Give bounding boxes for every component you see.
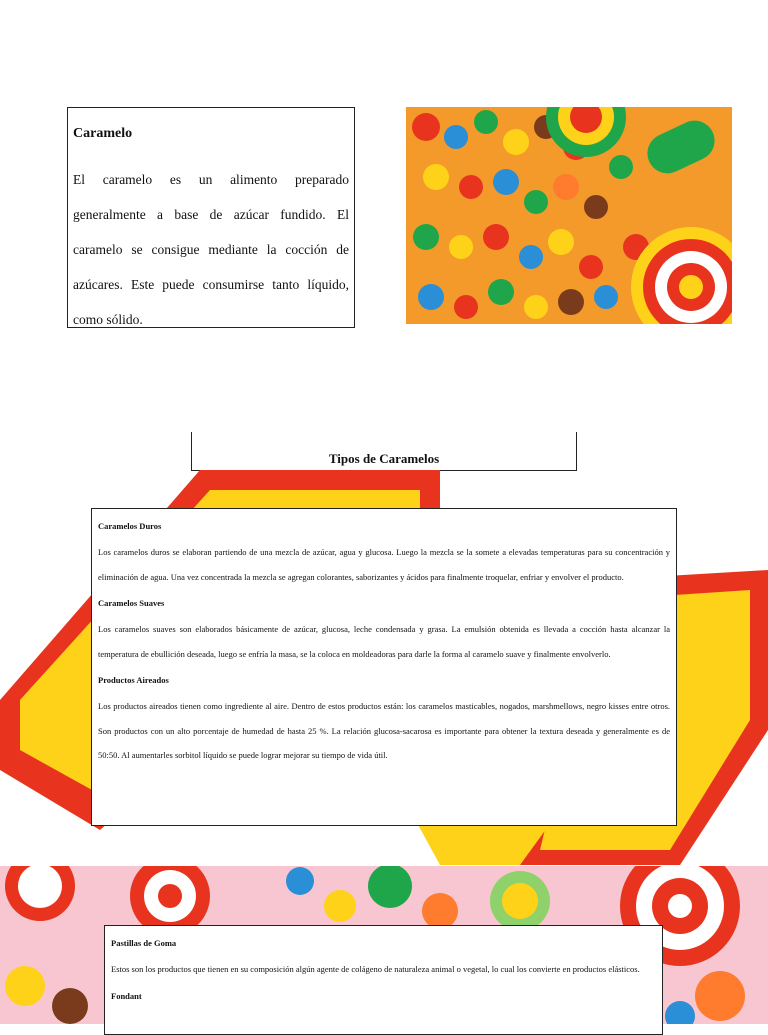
section-text-suaves: Los caramelos suaves son elaborados básicamente de azúcar, glucosa, leche condensada y grasa. La emulsión obtenida es llevada a cocción hasta alcanzar la temperatura de ebullición deseada, luego se enfría la masa, se la coloca en moldeadoras para darle la forma al caramelo suave y finalmente envolverlo.: [98, 624, 670, 659]
tipos-content-box: [91, 508, 677, 826]
candy-photo: [406, 107, 732, 324]
section-text-gomas: Estos son los productos que tienen en su composición algún agente de colágeno de naturaleza animal o vegetal, lo cual los convierte en productos elásticos.: [111, 964, 640, 974]
section-title-fondant: Fondant: [111, 990, 142, 1001]
gomas-content-box: [104, 925, 663, 1035]
tipos-header-box: [191, 432, 577, 471]
caramelo-title: Caramelo: [73, 126, 133, 141]
tipos-title: Tipos de Caramelos: [328, 451, 440, 466]
section-text-aireados: Los productos aireados tienen como ingrediente al aire. Dentro de estos productos están: los caramelos masticables, nogados, marshmellows, negro kisses entre otros. Son productos con un alto porcentaje de humedad de hasta 25 %. La relación glucosa-sacarosa es importante para obtener la textura deseada y generalmente es de 50:50. Al aumentarles sorbitol líquido se puede lograr mejorar su tiempo de vida útil.: [98, 701, 670, 760]
section-title-aireados: Productos Aireados: [98, 675, 169, 685]
section-title-duros: Caramelos Duros: [98, 521, 162, 531]
section-title-gomas: Pastillas de Goma: [111, 938, 177, 948]
section-text-duros: Los caramelos duros se elaboran partiendo de una mezcla de azúcar, agua y glucosa. Luego la mezcla se la somete a elevadas temperaturas para su concentración y eliminación de agua. Una vez concentrada la mezcla se agregan colorantes, saborizantes y ácidos para finalmente troquelar, enfriar y envolver el producto.: [98, 547, 670, 582]
caramelo-text: El caramelo es un alimento preparado generalmente a base de azúcar fundido. El caramelo se consigue mediante la cocción de azúcares. Este puede consumirse tanto líquido, como sólido.: [73, 172, 349, 327]
section-title-suaves: Caramelos Suaves: [98, 598, 165, 608]
caramelo-intro-box: [67, 107, 355, 328]
